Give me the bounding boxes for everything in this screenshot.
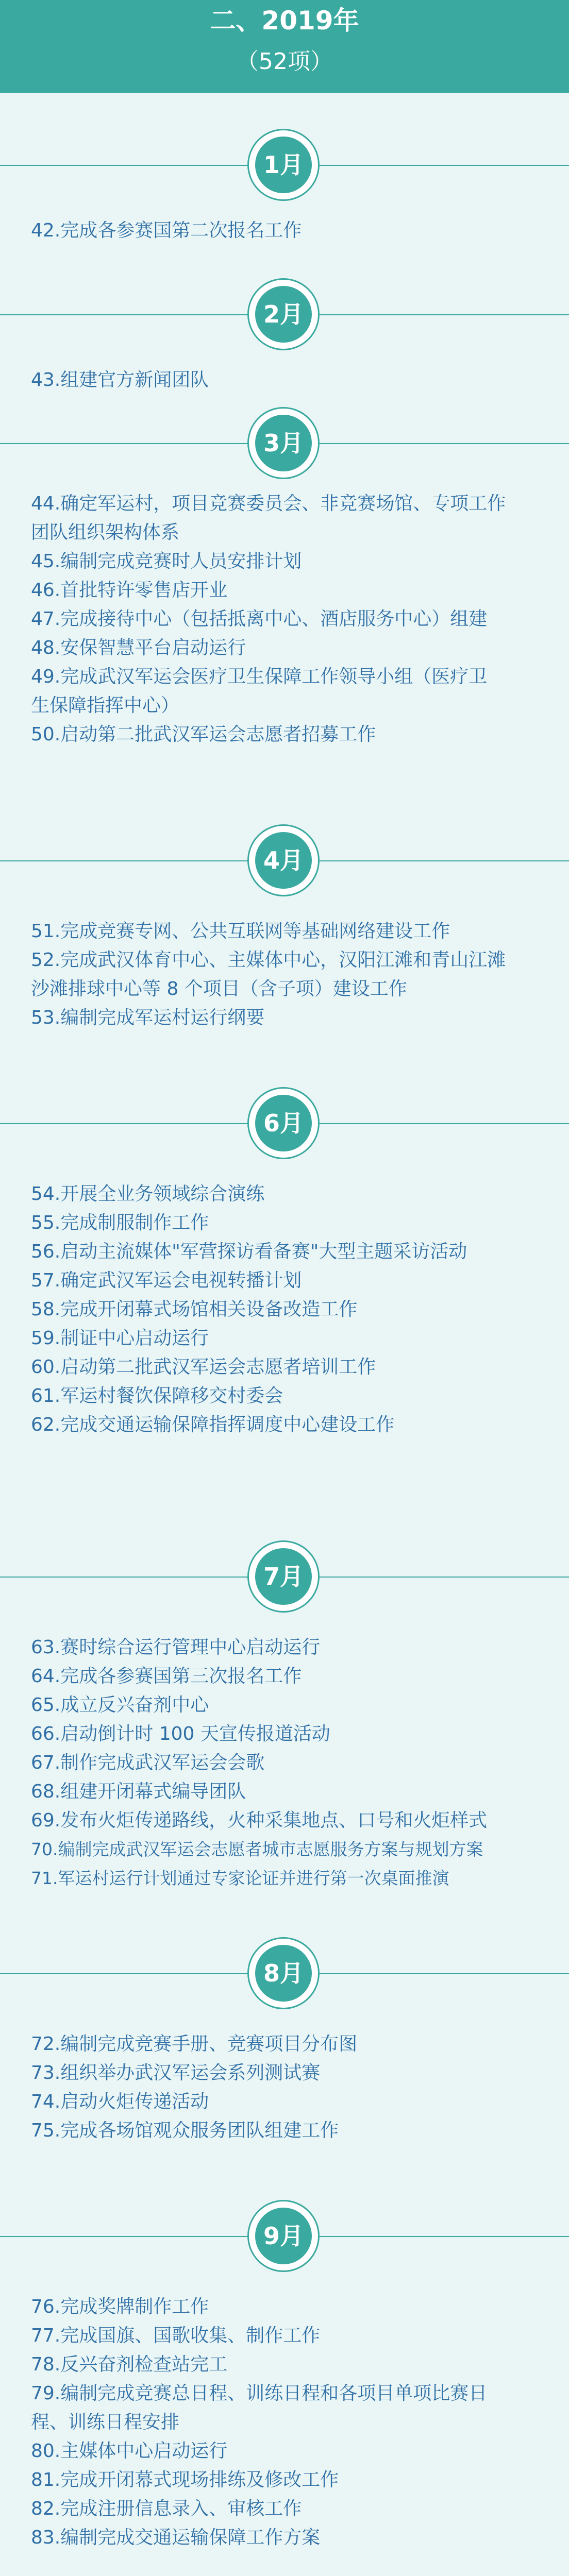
list-item: 44.确定军运村，项目竞赛委员会、非竞赛场馆、专项工作 <box>31 493 506 514</box>
list-item: 60.启动第二批武汉军运会志愿者培训工作 <box>31 1357 376 1378</box>
list-item: 57.确定武汉军运会电视转播计划 <box>31 1270 302 1291</box>
list-item: 45.编制完成竞赛时人员安排计划 <box>31 551 302 572</box>
list-item: 62.完成交通运输保障指挥调度中心建设工作 <box>31 1414 395 1435</box>
list-item: 75.完成各场馆观众服务团队组建工作 <box>31 2120 339 2141</box>
list-item: 67.制作完成武汉军运会会歌 <box>31 1752 265 1773</box>
list-item: 61.军运村餐饮保障移交村委会 <box>31 1385 283 1406</box>
section-2019-header <box>0 0 569 93</box>
list-item: 74.启动火炬传递活动 <box>31 2091 209 2112</box>
list-item: 51.完成竞赛专网、公共互联网等基础网络建设工作 <box>31 921 450 942</box>
month-label: 7月 <box>255 1548 312 1605</box>
list-item: 72.编制完成竞赛手册、竞赛项目分布图 <box>31 2033 358 2055</box>
month-label: 2月 <box>255 286 312 343</box>
list-item: 58.完成开闭幕式场馆相关设备改造工作 <box>31 1299 358 1320</box>
list-item: 46.首批特许零售店开业 <box>31 580 228 601</box>
month-label: 8月 <box>255 1945 312 2002</box>
list-item: 73.组织举办武汉军运会系列测试赛 <box>31 2062 321 2083</box>
month-label: 1月 <box>255 137 312 193</box>
list-item: 59.制证中心启动运行 <box>31 1328 209 1349</box>
list-item: 程、训练日程安排 <box>31 2412 180 2433</box>
month-marker-2019-jun <box>0 1087 569 1160</box>
list-item: 82.完成注册信息录入、审核工作 <box>31 2498 302 2519</box>
section-2019-title: 二、2019年 <box>210 6 359 36</box>
list-item: 43.组建官方新闻团队 <box>31 369 209 391</box>
list-item: 65.成立反兴奋剂中心 <box>31 1694 209 1716</box>
list-item: 68.组建开闭幕式编导团队 <box>31 1781 246 1802</box>
list-item: 80.主媒体中心启动运行 <box>31 2441 228 2462</box>
month-label: 4月 <box>255 832 312 889</box>
month-label: 3月 <box>255 415 312 471</box>
month-marker-2019-sep <box>0 2200 569 2273</box>
list-item: 70.编制完成武汉军运会志愿者城市志愿服务方案与规划方案 <box>31 1839 483 1859</box>
list-item: 48.安保智慧平台启动运行 <box>31 637 246 658</box>
list-item: 78.反兴奋剂检查站完工 <box>31 2354 228 2375</box>
list-item: 63.赛时综合运行管理中心启动运行 <box>31 1637 321 1658</box>
list-item: 42.完成各参赛国第二次报名工作 <box>31 220 302 241</box>
list-item: 55.完成制服制作工作 <box>31 1212 209 1233</box>
list-item: 81.完成开闭幕式现场排练及修改工作 <box>31 2469 339 2490</box>
list-item: 团队组织架构体系 <box>31 522 180 543</box>
list-item: 56.启动主流媒体"军营探访看备赛"大型主题采访活动 <box>31 1241 467 1262</box>
section-2019-count: （52项） <box>236 48 333 75</box>
list-item: 沙滩排球中心等 8 个项目（含子项）建设工作 <box>31 978 407 999</box>
month-label: 6月 <box>255 1095 312 1151</box>
list-item: 83.编制完成交通运输保障工作方案 <box>31 2527 321 2548</box>
list-item: 64.完成各参赛国第三次报名工作 <box>31 1666 302 1687</box>
list-item: 49.完成武汉军运会医疗卫生保障工作领导小组（医疗卫 <box>31 666 488 687</box>
list-item: 66.启动倒计时 100 天宣传报道活动 <box>31 1723 330 1744</box>
list-item: 69.发布火炬传递路线，火种采集地点、口号和火炬样式 <box>31 1810 488 1831</box>
month-marker-2019-apr <box>0 824 569 897</box>
list-item: 47.完成接待中心（包括抵离中心、酒店服务中心）组建 <box>31 608 488 630</box>
month-marker-2019-aug <box>0 1937 569 2010</box>
month-label: 9月 <box>255 2208 312 2264</box>
list-item: 79.编制完成竞赛总日程、训练日程和各项目单项比赛日 <box>31 2383 488 2404</box>
month-marker-2019-mar <box>0 407 569 480</box>
month-marker-2019-jul <box>0 1540 569 1614</box>
list-item: 76.完成奖牌制作工作 <box>31 2296 209 2317</box>
month-marker-2019-feb <box>0 278 569 351</box>
list-item: 53.编制完成军运村运行纲要 <box>31 1007 265 1028</box>
list-item: 71.军运村运行计划通过专家论证并进行第一次桌面推演 <box>31 1868 449 1888</box>
list-item: 52.完成武汉体育中心、主媒体中心，汉阳江滩和青山江滩 <box>31 950 506 971</box>
list-item: 生保障指挥中心） <box>31 695 180 716</box>
month-marker-2019-jan <box>0 129 569 202</box>
list-item: 50.启动第二批武汉军运会志愿者招募工作 <box>31 724 376 745</box>
list-item: 54.开展全业务领域综合演练 <box>31 1183 265 1205</box>
list-item: 77.完成国旗、国歌收集、制作工作 <box>31 2325 321 2346</box>
